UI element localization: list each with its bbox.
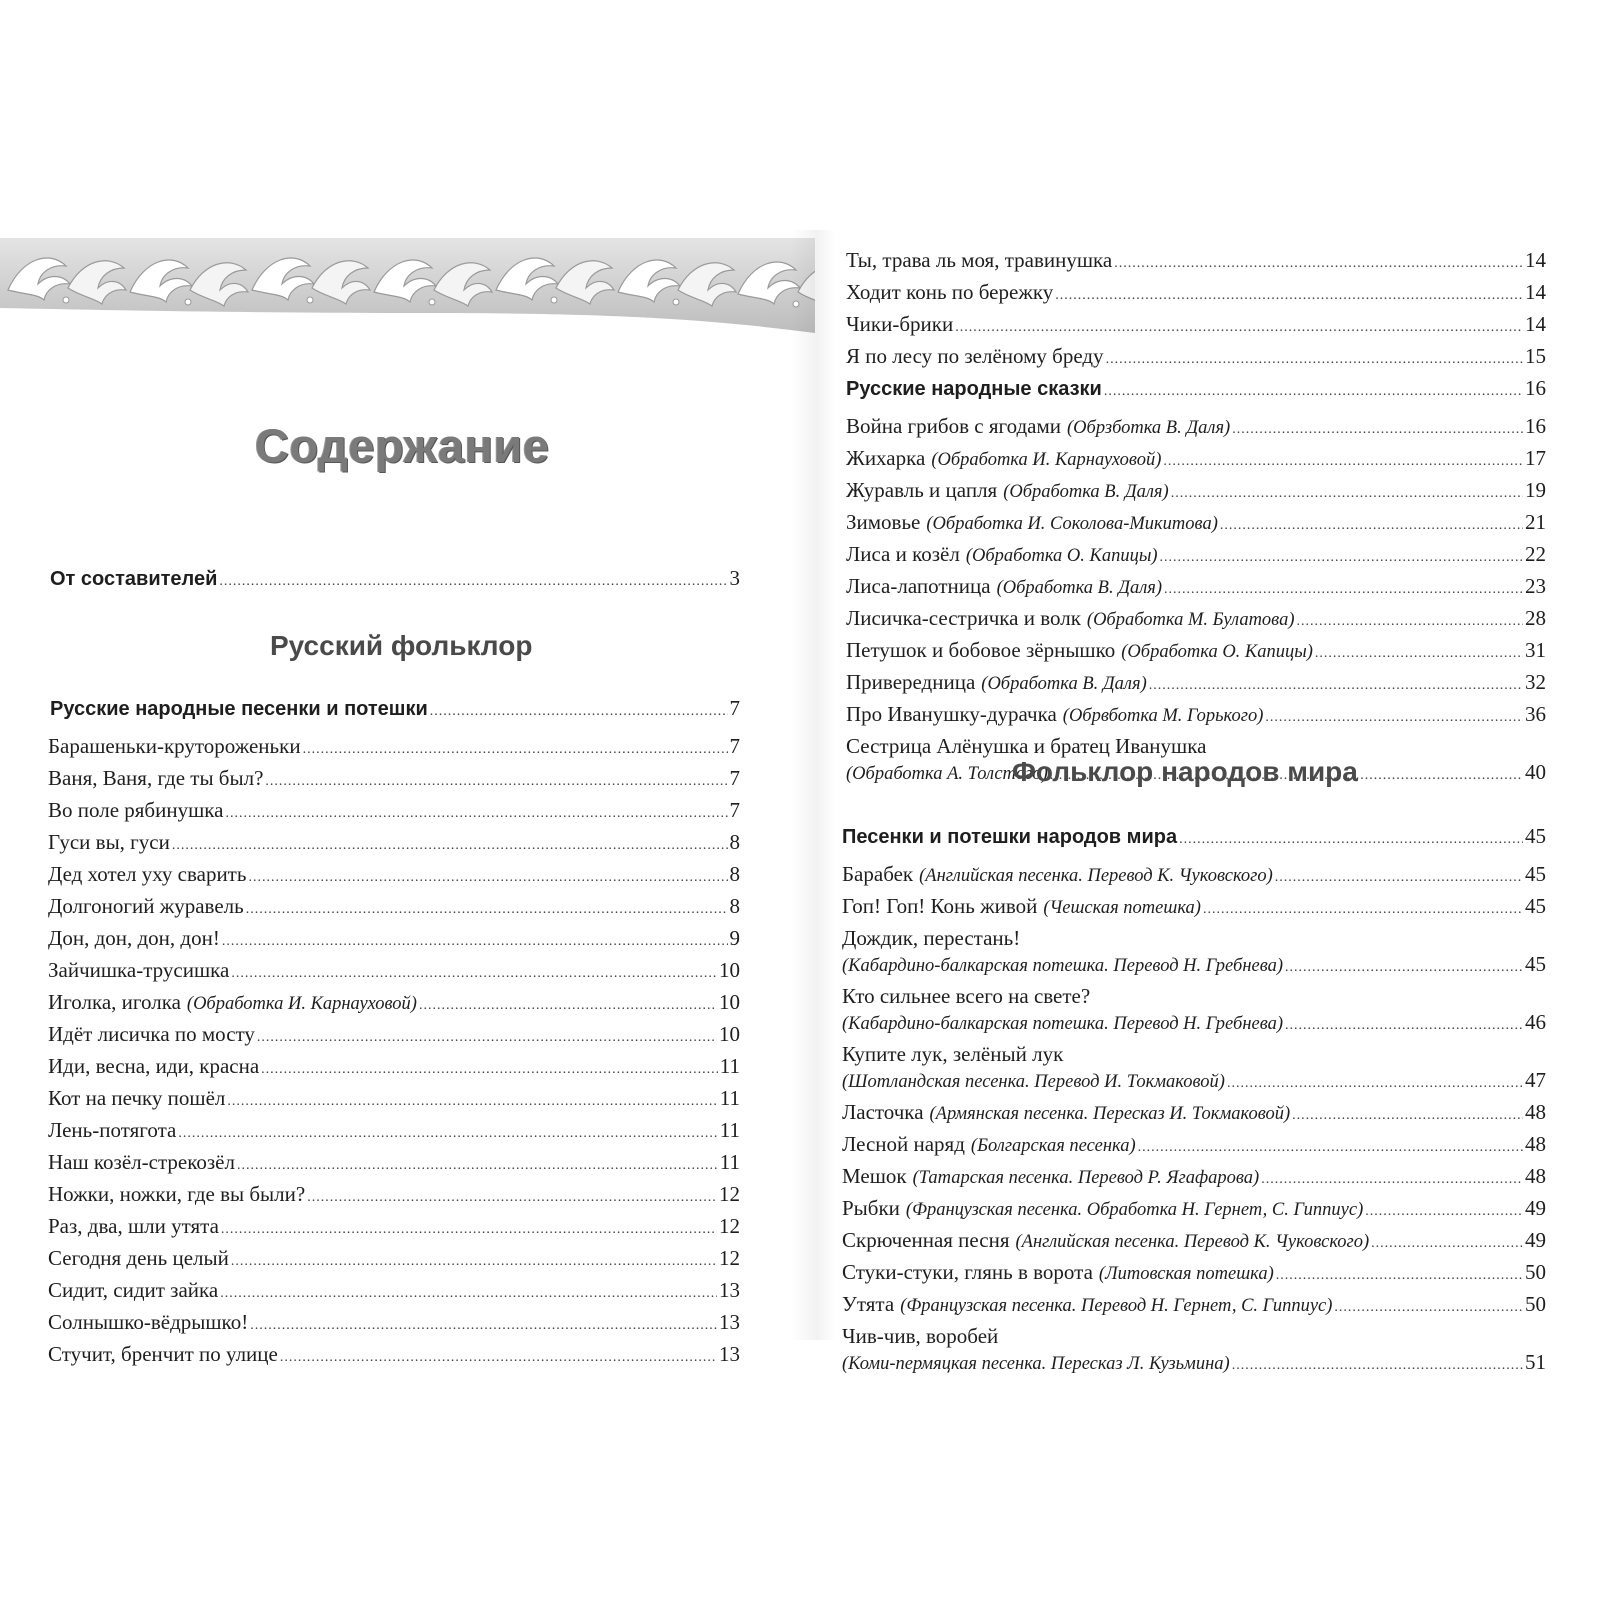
toc-songs-heading xyxy=(50,694,740,726)
dot-leader xyxy=(1365,1198,1523,1226)
entry-page: 22 xyxy=(1525,542,1546,566)
toc-entry[interactable] xyxy=(48,1308,740,1340)
toc-entry[interactable] xyxy=(846,572,1546,604)
dot-leader xyxy=(1138,1134,1523,1162)
toc-entry[interactable] xyxy=(48,1052,740,1084)
dot-leader xyxy=(1315,640,1523,668)
toc-entry[interactable] xyxy=(846,604,1546,636)
entry-title: Раз, два, шли утята xyxy=(48,1214,219,1238)
entry-page: 7 xyxy=(729,798,740,822)
toc-entry[interactable] xyxy=(48,732,740,764)
entry-page: 45 xyxy=(1525,952,1546,976)
toc-entry-title-line[interactable] xyxy=(846,732,1546,758)
entry-page: 12 xyxy=(719,1246,740,1270)
entry-page: 10 xyxy=(719,958,740,982)
toc-entry[interactable] xyxy=(48,764,740,796)
entry-title: Чив-чив, воробей xyxy=(842,1324,999,1348)
entry-title: Утята xyxy=(842,1292,895,1316)
entry-page: 23 xyxy=(1525,574,1546,598)
heading-page: 45 xyxy=(1525,824,1546,848)
entry-page: 7 xyxy=(729,766,740,790)
entry-title: Ходит конь по бережку xyxy=(846,280,1054,304)
entry-page: 7 xyxy=(729,734,740,758)
dot-leader xyxy=(1227,1070,1523,1098)
entry-note: (Французская песенка. Перевод Н. Гернет, С. Гиппиус) xyxy=(900,1296,1333,1316)
toc-entry[interactable] xyxy=(48,988,740,1020)
entry-page: 10 xyxy=(719,1022,740,1046)
toc-entry-note-line[interactable] xyxy=(842,950,1546,982)
dot-leader xyxy=(307,1184,717,1212)
entry-page: 21 xyxy=(1525,510,1546,534)
toc-entry-note-line[interactable] xyxy=(842,1348,1546,1380)
toc-entry-title-line[interactable] xyxy=(842,982,1546,1008)
toc-tales-heading xyxy=(846,374,1546,406)
toc-entry[interactable] xyxy=(48,924,740,956)
dot-leader xyxy=(1104,378,1523,406)
entry-title: Купите лук, зелёный лук xyxy=(842,1042,1064,1066)
dot-leader xyxy=(1275,864,1523,892)
dot-leader xyxy=(1164,576,1523,604)
entry-page: 11 xyxy=(719,1054,740,1078)
entry-page: 49 xyxy=(1525,1196,1546,1220)
dot-leader xyxy=(1203,896,1523,924)
entry-note: (Коми-пермяцкая песенка. Пересказ Л. Кузьмина) xyxy=(842,1354,1230,1374)
entry-note: (Английская песенка. Перевод К. Чуковского) xyxy=(919,866,1273,886)
dot-leader xyxy=(430,698,728,726)
dot-leader xyxy=(1163,448,1523,476)
entry-note: (Обработка О. Капицы) xyxy=(1121,642,1313,662)
dot-leader xyxy=(1292,1102,1523,1130)
entry-page: 40 xyxy=(1525,760,1546,784)
entry-page: 45 xyxy=(1525,862,1546,886)
entry-page: 28 xyxy=(1525,606,1546,630)
entry-title: Мешок xyxy=(842,1164,907,1188)
entry-page: 36 xyxy=(1525,702,1546,726)
entry-page: 13 xyxy=(719,1310,740,1334)
floral-ornament-icon xyxy=(0,238,815,338)
entry-page: 9 xyxy=(729,926,740,950)
entry-title: Лесной наряд xyxy=(842,1132,965,1156)
entry-page: 11 xyxy=(719,1150,740,1174)
toc-entry[interactable] xyxy=(48,1276,740,1308)
entry-page: 8 xyxy=(729,862,740,886)
entry-note: (Чешская потешка) xyxy=(1043,898,1201,918)
dot-leader xyxy=(221,1216,717,1244)
heading-title: Русские народные сказки xyxy=(846,378,1102,400)
entry-title: Привередница xyxy=(846,670,976,694)
toc-entry[interactable] xyxy=(846,700,1546,732)
dot-leader xyxy=(1265,704,1523,732)
dot-leader xyxy=(1160,544,1523,572)
dot-leader xyxy=(1179,826,1523,854)
heading-title: Русские народные песенки и потешки xyxy=(50,698,428,720)
dot-leader xyxy=(1371,1230,1523,1258)
heading-page: 16 xyxy=(1525,376,1546,400)
entry-title: Война грибов с ягодами xyxy=(846,414,1062,438)
entry-page: 16 xyxy=(1525,414,1546,438)
entry-page: 14 xyxy=(1525,280,1546,304)
dot-leader xyxy=(231,1248,717,1276)
entry-title: Иголка, иголка xyxy=(48,990,181,1014)
toc-heading-world[interactable] xyxy=(842,822,1546,854)
entry-page: 51 xyxy=(1525,1350,1546,1374)
dot-leader xyxy=(225,800,727,828)
toc-entry[interactable] xyxy=(846,278,1546,310)
entry-title: Дождик, перестань! xyxy=(842,926,1021,950)
entry-title: Сестрица Алёнушка и братец Иванушка xyxy=(846,734,1207,758)
entry-title: Я по лесу по зелёному бреду xyxy=(846,344,1104,368)
entry-note: (Обработка В. Даля) xyxy=(1003,482,1169,502)
entry-title: Про Иванушку-дурачка xyxy=(846,702,1057,726)
toc-intro xyxy=(50,564,740,596)
entry-page: 47 xyxy=(1525,1068,1546,1092)
toc-heading-tales[interactable] xyxy=(846,374,1546,406)
entry-note: (Обработка И. Карнауховой) xyxy=(931,450,1162,470)
dot-leader xyxy=(172,832,728,860)
toc-entry[interactable] xyxy=(846,636,1546,668)
toc-entry[interactable] xyxy=(842,1258,1546,1290)
dot-leader xyxy=(1285,1012,1523,1040)
toc-world-list xyxy=(842,860,1546,1380)
entry-title: Петушок и бобовое зёрнышко xyxy=(846,638,1116,662)
entry-note: (Английская песенка. Перевод К. Чуковского) xyxy=(1015,1232,1370,1252)
entry-title: Гоп! Гоп! Конь живой xyxy=(842,894,1038,918)
dot-leader xyxy=(419,992,717,1020)
entry-page: 50 xyxy=(1525,1292,1546,1316)
toc-entry[interactable] xyxy=(846,540,1546,572)
entry-title: Лиса и козёл xyxy=(846,542,960,566)
right-page xyxy=(820,0,1600,1600)
dot-leader xyxy=(1261,1166,1523,1194)
dot-leader xyxy=(955,314,1523,342)
toc-entry[interactable] xyxy=(48,796,740,828)
toc-entry[interactable] xyxy=(48,892,740,924)
entry-page: 49 xyxy=(1525,1228,1546,1252)
toc-entry[interactable] xyxy=(846,412,1546,444)
entry-note: (Обработка В. Даля) xyxy=(996,578,1163,598)
entry-page: 48 xyxy=(1525,1164,1546,1188)
toc-entry[interactable] xyxy=(48,828,740,860)
entry-title: Чики-брики xyxy=(846,312,954,336)
dot-leader xyxy=(303,736,728,764)
section-title-world: Фольклор народов мира xyxy=(1012,756,1358,787)
toc-entry[interactable] xyxy=(48,1148,740,1180)
entry-page: 13 xyxy=(719,1278,740,1302)
toc-entry-note-line[interactable] xyxy=(842,1008,1546,1040)
dot-leader xyxy=(1285,954,1523,982)
toc-entry[interactable] xyxy=(846,668,1546,700)
entry-page: 31 xyxy=(1525,638,1546,662)
toc-entry[interactable] xyxy=(846,246,1546,278)
toc-entry[interactable] xyxy=(842,1098,1546,1130)
entry-title: Кот на печку пошёл xyxy=(48,1086,226,1110)
entry-title: Стуки-стуки, глянь в ворота xyxy=(842,1260,1093,1284)
dot-leader xyxy=(1276,1262,1523,1290)
toc-entry[interactable] xyxy=(48,1084,740,1116)
toc-entry[interactable] xyxy=(842,1290,1546,1322)
toc-entry[interactable] xyxy=(48,1020,740,1052)
entry-note: (Обработка А. Толстого) xyxy=(846,764,1048,784)
dot-leader xyxy=(1232,1352,1523,1380)
dot-leader xyxy=(1106,346,1523,374)
entry-title: Жихарка xyxy=(846,446,926,470)
entry-note: (Болгарская песенка) xyxy=(970,1136,1136,1156)
entry-page: 45 xyxy=(1525,894,1546,918)
entry-note: (Кабардино-балкарская потешка. Перевод Н. Гребнева) xyxy=(842,1014,1284,1034)
entry-note: (Обработка И. Соколова-Микитова) xyxy=(926,514,1218,534)
toc-entry[interactable] xyxy=(48,1340,740,1372)
entry-title: Кто сильнее всего на свете? xyxy=(842,984,1091,1008)
entry-page: 8 xyxy=(729,830,740,854)
entry-page: 48 xyxy=(1525,1132,1546,1156)
toc-entry-note-line[interactable] xyxy=(842,1066,1546,1098)
dot-leader xyxy=(1297,608,1524,636)
entry-note: (Обработка В. Даля) xyxy=(981,674,1147,694)
entry-title: Журавль и цапля xyxy=(846,478,998,502)
entry-title: Дед хотел уху сварить xyxy=(48,862,247,886)
entry-title: Идёт лисичка по мосту xyxy=(48,1022,255,1046)
toc-tales-list xyxy=(846,412,1546,790)
entry-note: (Обработка О. Капицы) xyxy=(965,546,1158,566)
entry-title: Солнышко-вёдрышко! xyxy=(48,1310,249,1334)
dot-leader xyxy=(222,928,728,956)
entry-page: 17 xyxy=(1525,446,1546,470)
dot-leader xyxy=(1232,416,1523,444)
entry-note: (Обработка И. Карнауховой) xyxy=(186,994,417,1014)
entry-note: (Обрзботка В. Даля) xyxy=(1067,418,1231,438)
toc-songs-list xyxy=(48,732,740,1372)
toc-entry[interactable] xyxy=(48,956,740,988)
toc-world-heading xyxy=(842,822,1546,854)
entry-page: 46 xyxy=(1525,1010,1546,1034)
entry-title: Барашеньки-крутороженьки xyxy=(48,734,301,758)
toc-entry-intro[interactable] xyxy=(50,564,740,596)
entry-page: 3 xyxy=(729,566,740,590)
entry-title: Зайчишка-трусишка xyxy=(48,958,230,982)
entry-note: (Татарская песенка. Перевод Р. Ягафарова) xyxy=(912,1168,1260,1188)
toc-entry-title-line[interactable] xyxy=(842,1322,1546,1348)
entry-title: Лень-потягота xyxy=(48,1118,177,1142)
entry-note: (Шотландская песенка. Перевод И. Токмаковой) xyxy=(842,1072,1225,1092)
entry-note: (Обрвботка М. Горького) xyxy=(1062,706,1264,726)
dot-leader xyxy=(1114,250,1523,278)
entry-title: Зимовье xyxy=(846,510,921,534)
toc-entry[interactable] xyxy=(48,1212,740,1244)
entry-title: Долгоногий журавель xyxy=(48,894,244,918)
toc-songs-list-continued xyxy=(846,246,1546,374)
entry-title: Гуси вы, гуси xyxy=(48,830,170,854)
dot-leader xyxy=(257,1024,717,1052)
dot-leader xyxy=(248,864,727,892)
entry-page: 32 xyxy=(1525,670,1546,694)
toc-entry[interactable] xyxy=(842,1194,1546,1226)
heading-title: Песенки и потешки народов мира xyxy=(842,826,1178,848)
entry-page: 11 xyxy=(719,1118,740,1142)
entry-title: Барабек xyxy=(842,862,914,886)
entry-title: Сегодня день целый xyxy=(48,1246,229,1270)
toc-entry[interactable] xyxy=(842,1162,1546,1194)
entry-page: 11 xyxy=(719,1086,740,1110)
entry-note: (Обработка М. Булатова) xyxy=(1086,610,1295,630)
toc-entry[interactable] xyxy=(842,860,1546,892)
entry-title: Иди, весна, иди, красна xyxy=(48,1054,260,1078)
toc-entry[interactable] xyxy=(846,476,1546,508)
section-title-russian: Русский фольклор xyxy=(270,630,533,661)
entry-title: Ты, трава ль моя, травинушка xyxy=(846,248,1113,272)
toc-entry[interactable] xyxy=(846,444,1546,476)
entry-title: Во поле рябинушка xyxy=(48,798,224,822)
entry-title: Стучит, бренчит по улице xyxy=(48,1342,278,1366)
toc-entry[interactable] xyxy=(48,1244,740,1276)
toc-entry-title-line[interactable] xyxy=(842,1040,1546,1066)
entry-page: 15 xyxy=(1525,344,1546,368)
heading-page: 7 xyxy=(729,696,740,720)
entry-page: 10 xyxy=(719,990,740,1014)
entry-page: 14 xyxy=(1525,248,1546,272)
entry-title: Ласточка xyxy=(842,1100,924,1124)
entry-title: Скрюченная песня xyxy=(842,1228,1010,1252)
toc-entry[interactable] xyxy=(48,1116,740,1148)
entry-page: 48 xyxy=(1525,1100,1546,1124)
entry-title: От составителей xyxy=(50,568,218,590)
dot-leader xyxy=(237,1152,718,1180)
dot-leader xyxy=(280,1344,717,1372)
toc-entry-title-line[interactable] xyxy=(842,924,1546,950)
toc-entry[interactable] xyxy=(842,1130,1546,1162)
dot-leader xyxy=(265,768,727,796)
toc-entry[interactable] xyxy=(846,342,1546,374)
floral-ornament-band xyxy=(0,238,815,338)
dot-leader xyxy=(1055,282,1523,310)
dot-leader xyxy=(250,1312,717,1340)
entry-title: Дон, дон, дон, дон! xyxy=(48,926,220,950)
dot-leader xyxy=(219,568,727,596)
toc-entry[interactable] xyxy=(842,892,1546,924)
entry-page: 13 xyxy=(719,1342,740,1366)
dot-leader xyxy=(1334,1294,1523,1322)
dot-leader xyxy=(1149,672,1523,700)
entry-page: 8 xyxy=(729,894,740,918)
entry-title: Ножки, ножки, где вы были? xyxy=(48,1182,306,1206)
entry-note: (Армянская песенка. Пересказ И. Токмаковой) xyxy=(929,1104,1291,1124)
toc-entry[interactable] xyxy=(48,860,740,892)
toc-entry[interactable] xyxy=(846,508,1546,540)
dot-leader xyxy=(261,1056,718,1084)
toc-heading-songs[interactable] xyxy=(50,694,740,726)
toc-entry[interactable] xyxy=(48,1180,740,1212)
entry-page: 14 xyxy=(1525,312,1546,336)
dot-leader xyxy=(178,1120,717,1148)
entry-title: Рыбки xyxy=(842,1196,900,1220)
entry-title: Ваня, Ваня, где ты был? xyxy=(48,766,264,790)
dot-leader xyxy=(220,1280,717,1308)
page-title: Содержание xyxy=(255,419,550,472)
entry-page: 19 xyxy=(1525,478,1546,502)
entry-title: Сидит, сидит зайка xyxy=(48,1278,219,1302)
dot-leader xyxy=(227,1088,717,1116)
entry-title: Лисичка-сестричка и волк xyxy=(846,606,1081,630)
entry-title: Наш козёл-стрекозёл xyxy=(48,1150,235,1174)
dot-leader xyxy=(1220,512,1523,540)
dot-leader xyxy=(246,896,728,924)
dot-leader xyxy=(1171,480,1523,508)
toc-entry[interactable] xyxy=(846,310,1546,342)
entry-note: (Французская песенка. Обработка Н. Гернет, С. Гиппиус) xyxy=(905,1200,1364,1220)
entry-note: (Кабардино-балкарская потешка. Перевод Н. Гребнева) xyxy=(842,956,1284,976)
entry-page: 50 xyxy=(1525,1260,1546,1284)
entry-title: Лиса-лапотница xyxy=(846,574,991,598)
entry-page: 12 xyxy=(719,1214,740,1238)
entry-note: (Литовская потешка) xyxy=(1098,1264,1274,1284)
entry-page: 12 xyxy=(719,1182,740,1206)
toc-entry[interactable] xyxy=(842,1226,1546,1258)
dot-leader xyxy=(231,960,717,988)
